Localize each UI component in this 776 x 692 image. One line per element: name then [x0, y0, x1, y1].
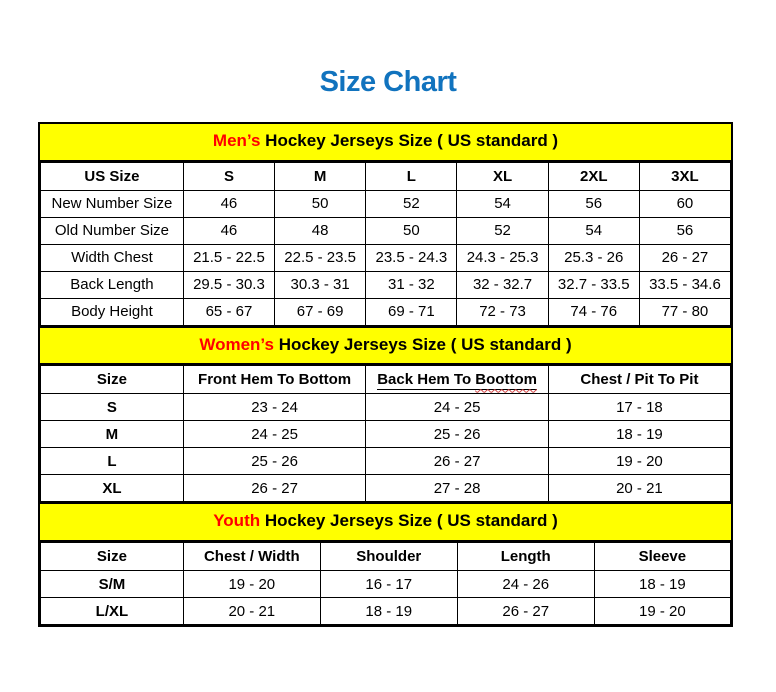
row-label: New Number Size — [41, 190, 184, 217]
table-row — [41, 244, 731, 271]
youth-section-title: Hockey Jerseys Size ( US standard ) — [260, 511, 558, 531]
column-header: XL — [457, 162, 548, 190]
table-cell: 20 - 21 — [548, 475, 730, 502]
womens-section-prefix: Women’s — [199, 334, 274, 354]
table-cell: 67 - 69 — [275, 298, 366, 325]
row-label: Back Length — [41, 271, 184, 298]
column-header: Chest / Pit To Pit — [548, 366, 730, 394]
back-hem-underlined-text — [377, 371, 537, 390]
column-header: L — [366, 162, 457, 190]
mens-size-table — [40, 162, 731, 326]
back-hem-misspelled-word: Boottom — [475, 371, 537, 389]
mens-section-prefix: Men’s — [212, 131, 261, 150]
table-cell: 26 - 27 — [366, 448, 549, 475]
column-header: S — [183, 162, 274, 190]
table-row — [41, 475, 731, 502]
youth-section-prefix: Youth — [213, 511, 261, 531]
table-cell: 48 — [275, 217, 366, 244]
row-label: L — [41, 448, 184, 475]
table-row — [41, 448, 731, 475]
column-header: Front Hem To Bottom — [183, 366, 366, 394]
back-hem-prefix: Back Hem To — [377, 371, 476, 389]
row-label: Width Chest — [41, 244, 184, 271]
table-cell: 19 - 20 — [183, 571, 320, 598]
table-cell: 25 - 26 — [183, 448, 366, 475]
column-header: 3XL — [639, 162, 730, 190]
row-label: Old Number Size — [41, 217, 184, 244]
column-header: 2XL — [548, 162, 639, 190]
mens-section-title: Hockey Jerseys Size ( US standard ) — [260, 131, 559, 150]
womens-section-header — [40, 326, 731, 366]
table-cell: 65 - 67 — [183, 298, 274, 325]
column-header: US Size — [41, 162, 184, 190]
column-header: Sleeve — [594, 543, 730, 571]
table-row — [41, 394, 731, 421]
table-cell: 19 - 20 — [594, 598, 730, 625]
column-header: M — [275, 162, 366, 190]
table-cell: 54 — [457, 190, 548, 217]
table-cell: 60 — [639, 190, 730, 217]
youth-size-table — [40, 542, 731, 625]
table-cell: 17 - 18 — [548, 394, 730, 421]
table-cell: 24 - 25 — [366, 394, 549, 421]
womens-size-table — [40, 365, 731, 502]
size-chart-tables — [38, 122, 733, 627]
table-cell: 72 - 73 — [457, 298, 548, 325]
table-cell: 56 — [548, 190, 639, 217]
table-cell: 18 - 19 — [594, 571, 730, 598]
row-label: Body Height — [41, 298, 184, 325]
table-cell: 24.3 - 25.3 — [457, 244, 548, 271]
table-cell: 46 — [183, 217, 274, 244]
table-cell: 20 - 21 — [183, 598, 320, 625]
row-label: S — [41, 394, 184, 421]
table-row — [41, 571, 731, 598]
table-cell: 56 — [639, 217, 730, 244]
mens-section-header — [40, 124, 731, 162]
table-row — [41, 298, 731, 325]
youth-section-header — [40, 502, 731, 542]
table-row — [41, 598, 731, 625]
table-row — [41, 217, 731, 244]
table-cell: 18 - 19 — [548, 421, 730, 448]
table-cell: 27 - 28 — [366, 475, 549, 502]
table-cell: 23 - 24 — [183, 394, 366, 421]
column-header: Shoulder — [320, 543, 457, 571]
table-cell: 25 - 26 — [366, 421, 549, 448]
row-label: S/M — [41, 571, 184, 598]
column-header: Size — [41, 366, 184, 394]
table-cell: 25.3 - 26 — [548, 244, 639, 271]
youth-header-row — [41, 543, 731, 571]
table-cell: 24 - 26 — [457, 571, 594, 598]
table-cell: 31 - 32 — [366, 271, 457, 298]
table-cell: 21.5 - 22.5 — [183, 244, 274, 271]
table-row — [41, 190, 731, 217]
table-cell: 52 — [457, 217, 548, 244]
table-cell: 26 - 27 — [639, 244, 730, 271]
table-cell: 46 — [183, 190, 274, 217]
table-cell: 32 - 32.7 — [457, 271, 548, 298]
row-label: XL — [41, 475, 184, 502]
table-cell: 32.7 - 33.5 — [548, 271, 639, 298]
column-header-misspelled — [366, 366, 549, 394]
row-label: M — [41, 421, 184, 448]
table-cell: 22.5 - 23.5 — [275, 244, 366, 271]
column-header: Size — [41, 543, 184, 571]
table-cell: 18 - 19 — [320, 598, 457, 625]
table-cell: 23.5 - 24.3 — [366, 244, 457, 271]
table-cell: 26 - 27 — [457, 598, 594, 625]
table-cell: 26 - 27 — [183, 475, 366, 502]
table-cell: 69 - 71 — [366, 298, 457, 325]
womens-section-title: Hockey Jerseys Size ( US standard ) — [273, 334, 572, 354]
column-header: Length — [457, 543, 594, 571]
table-cell: 33.5 - 34.6 — [639, 271, 730, 298]
table-cell: 29.5 - 30.3 — [183, 271, 274, 298]
column-header: Chest / Width — [183, 543, 320, 571]
page-title: Size Chart — [319, 66, 457, 98]
table-row — [41, 421, 731, 448]
womens-header-row — [41, 366, 731, 394]
table-cell: 50 — [366, 217, 457, 244]
table-row — [41, 271, 731, 298]
table-cell: 74 - 76 — [548, 298, 639, 325]
mens-header-row — [41, 162, 731, 190]
table-cell: 16 - 17 — [320, 571, 457, 598]
table-cell: 19 - 20 — [548, 448, 730, 475]
table-cell: 54 — [548, 217, 639, 244]
table-cell: 24 - 25 — [183, 421, 366, 448]
table-cell: 50 — [275, 190, 366, 217]
row-label: L/XL — [41, 598, 184, 625]
table-cell: 30.3 - 31 — [275, 271, 366, 298]
table-cell: 77 - 80 — [639, 298, 730, 325]
table-cell: 52 — [366, 190, 457, 217]
